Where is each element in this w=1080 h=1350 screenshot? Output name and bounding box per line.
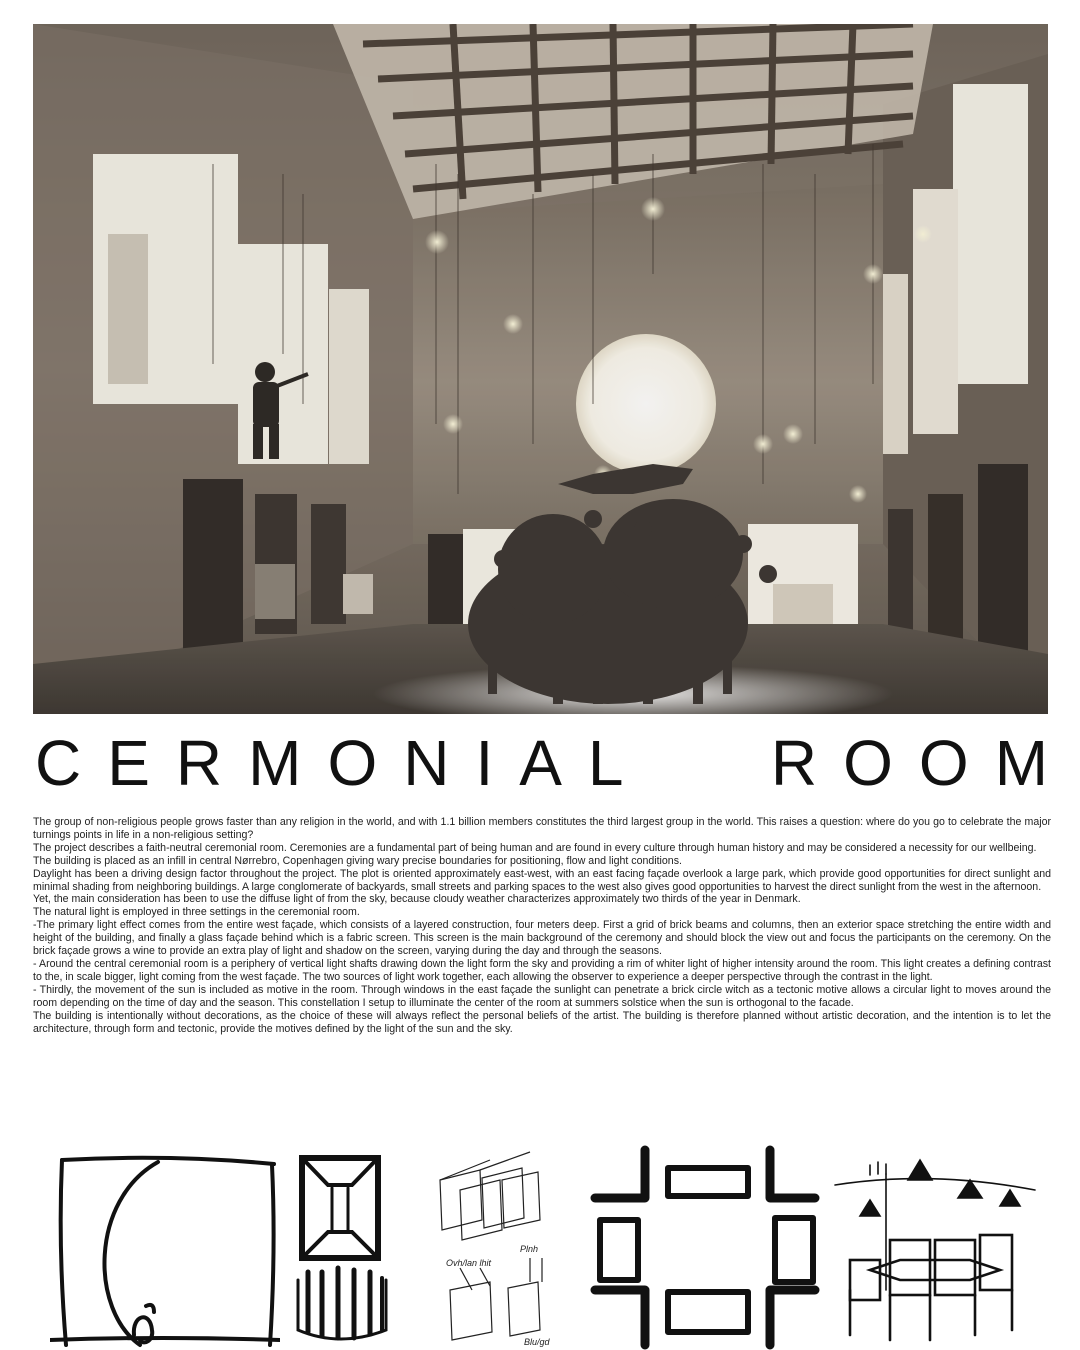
page-title [33,727,1074,799]
sketch-furniture-lamps [830,1140,1040,1350]
paragraph: The natural light is employed in three settings in the ceremonial room. [33,906,360,919]
paragraph: The building is placed as an infill in central Nørrebro, Copenhagen giving wary precise boundaries for positioning, flow and light conditions. [33,854,682,867]
sketch-light-shafts [290,1140,400,1350]
ceremonial-room-render [33,24,1048,714]
paragraph: Yet, the main consideration has been to use the diffuse light of from the sky, because cloudy weather characterizes approximately two thirds of the year in Denmark. [33,893,801,906]
paragraph: - Around the central ceremonial room is a periphery of vertical light shafts drawing down the light form the sky and providing a rim of whiter light of higher intensity around the room. This light creates a defining contrast to the, in scale bigger, light coming from the west façade. The two sources of light work together, each allowing the observer to experience a deeper perspective through the contrast in the light. [33,957,1051,983]
paragraph: - Thirdly, the movement of the sun is included as motive in the room. Through windows in the east façade the sunlight can penetrate a brick circle witch as a tectonic motive allows a circular light to moves around the room depending on the time of day and the season. This constellation I setup to illuminate the center of the room at summers solstice when the sun is orthogonal to the facade. [33,983,1051,1009]
sketch-layered-facade [420,1140,580,1350]
paragraph: -The primary light effect comes from the entire west façade, which consists of a layered construction, four meters deep. First a grid of brick beams and columns, then an exterior space stretching the entire width and height of the building, and finally a glass façade behind which is a fabric screen. This screen is the main background of the ceremony and should block the view out and focus the participants on the ceremony. On the brick façade grows a wine to provide an extra play of light and shadow on the screen, varying during the day and through the seasons. [33,919,1051,958]
paragraph: The project describes a faith-neutral ceremonial room. Ceremonies are a fundamental part of being human and are found in every culture through human history and may be considered a necessity for our wellbeing. [33,841,1037,854]
sketch-circle-frame [50,1140,280,1350]
title-word-room: ROOM [770,727,1074,799]
paragraph: The group of non-religious people grows faster than any religion in the world, and with 1.1 billion members constitutes the third largest group in the world. This raises a question: where do you go to celebrate the major turnings points in life in a non-religious setting? [33,816,1051,841]
paragraph: Daylight has been a driving design factor throughout the project. The plot is oriented approximately east-west, with an east facing façade overlook a large park, which provide good opportunities for direct sunlight and minimal shading from neighboring buildings. A large conglomerate of backyards, small streets and parking spaces to the west also gives good opportunities to harvest the direct sunlight from the west in the afternoon. [33,867,1051,893]
sketch-strip [50,1140,1050,1350]
sketch-plan [590,1140,820,1350]
sketch-label-a: Ovh/lan lhit [446,1258,492,1268]
title-word-cermonial: CERMONIAL [35,727,650,799]
description-text [33,816,1051,1035]
paragraph: The building is intentionally without decorations, as the choice of these will always reflect the personal beliefs of the artist. The building is therefore planned without artistic decoration, and the intention is to let the architecture, through form and tectonic, provide the motives defined by the light of the sun and the sky. [33,1009,1051,1035]
sketch-label-b: Plnh [520,1244,539,1254]
sketch-label-corner: Blu/gd [524,1337,550,1347]
